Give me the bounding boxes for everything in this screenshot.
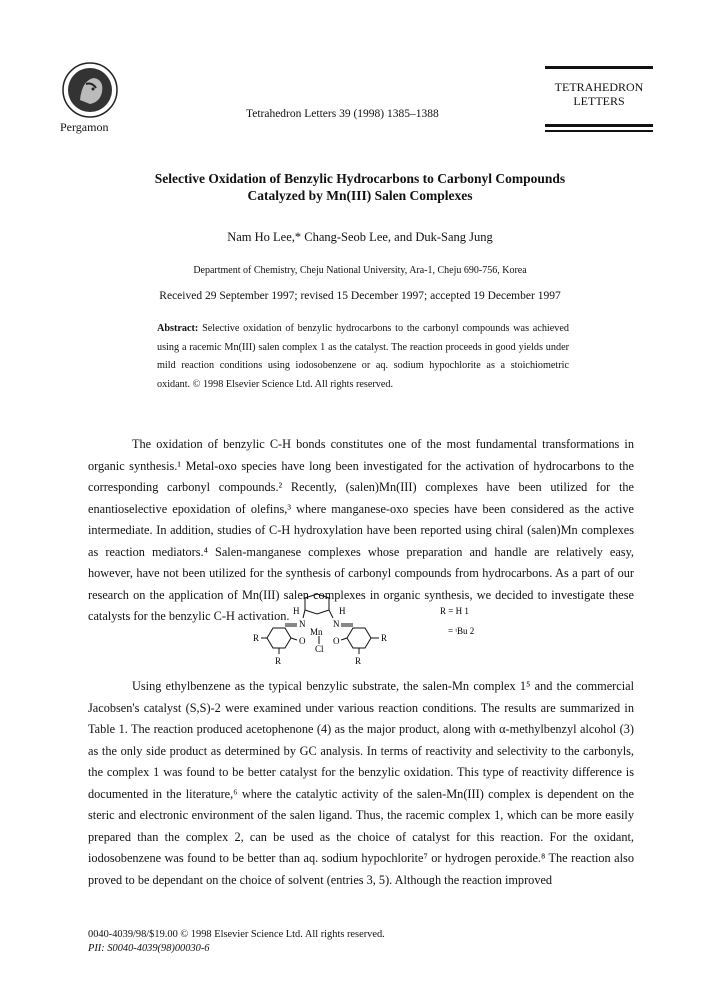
label-cl: Cl	[315, 644, 324, 654]
benzene-right	[347, 628, 371, 648]
paragraph-2-text: Using ethylbenzene as the typical benzylic substrate, the salen-Mn complex 1⁵ and the commercial Jacobsen's catalyst (S,S)-2 were examined under various reaction conditions. The results are summarized in Table 1. The reaction produced acetophenone (4) as the major product, along with α-methylbenzyl alcohol (3) as the only side product as determined by GC analysis. In terms of reactivity and selectivity to the carbonyls, the complex 1 was found to be better catalyst for the benzylic oxidation. This type of reactivity difference is documented in the literature,⁶ where the catalytic activity of the salen-Mn(III) complex is dependent on the steric and electronic environment of the salen ligand. Thus, the racemic complex 1, which can be more easily prepared than the complex 2, can be used as the choice of catalyst for this reaction. For the oxidant, iodosobenzene was found to be better than aq. sodium hypochlorite⁷ or hydrogen peroxide.⁸ The reaction also proved to be dependant on the choice of solvent (entries 3, 5). Although the reaction improved	[88, 679, 634, 887]
body-paragraph-2	[88, 676, 634, 891]
article-title	[60, 170, 660, 204]
label-r-bottom-right: R	[355, 656, 362, 666]
legend-2: = ᵗBu 2	[448, 626, 475, 636]
article-title-line2: Catalyzed by Mn(III) Salen Complexes	[247, 188, 473, 203]
benzene-left	[267, 628, 291, 648]
journal-name-line2: LETTERS	[573, 94, 625, 108]
label-n-right: N	[333, 619, 340, 629]
label-h-right: H	[339, 606, 346, 616]
publisher-name: Pergamon	[60, 120, 109, 134]
journal-name-line1: TETRAHEDRON	[554, 80, 644, 94]
journal-name	[545, 80, 653, 108]
label-h-left: H	[293, 606, 300, 616]
label-r-right: R	[381, 633, 388, 643]
paragraph-1-text: The oxidation of benzylic C-H bonds constitutes one of the most fundamental transformations in organic synthesis.¹ Metal-oxo species have long been investigated for the activation of hydrocarbons to the corresponding carbonyl compounds.² Recently, (salen)Mn(III) complexes have been utilized for the enantioselective epoxidation of olefins,³ where manganese-oxo species have been considered as the active intermediate. In addition, studies of C-H hydroxylation have been reported using chiral (salen)Mn complexes as reaction mediators.⁴ Salen-manganese complexes whose preparation and handle are relatively easy, however, have not been utilized for the synthesis of carbonyl compounds from hydrocarbons. As a part of our research on the application of Mn(III) salen complexes in organic synthesis, we decided to investigate these catalysts for the benzylic C-H activation.	[88, 437, 634, 623]
label-n-left: N	[299, 619, 306, 629]
footer	[88, 928, 385, 956]
journal-rule-top	[545, 66, 653, 69]
journal-rule-bottom	[545, 124, 653, 127]
label-o-left: O	[299, 636, 306, 646]
abstract	[157, 320, 569, 394]
label-o-right: O	[333, 636, 340, 646]
affiliation: Department of Chemistry, Cheju National University, Ara-1, Cheju 690-756, Korea	[193, 265, 527, 276]
received-dates: Received 29 September 1997; revised 15 December 1997; accepted 19 December 1997	[159, 290, 561, 302]
salen-complex-figure	[255, 594, 525, 666]
journal-rule-bottom-2	[545, 130, 653, 132]
label-r-bottom-left: R	[275, 656, 282, 666]
journal-citation: Tetrahedron Letters 39 (1998) 1385–1388	[246, 108, 439, 120]
publisher-logo-icon	[62, 62, 118, 118]
footer-copyright: 0040-4039/98/$19.00 © 1998 Elsevier Science Ltd. All rights reserved.	[88, 929, 385, 940]
abstract-label: Abstract:	[157, 323, 199, 334]
label-mn: Mn	[310, 627, 323, 637]
authors: Nam Ho Lee,* Chang-Seob Lee, and Duk-Sang Jung	[227, 230, 493, 244]
cyclohexane-ring	[305, 594, 329, 614]
label-r-left: R	[253, 633, 260, 643]
abstract-text: Selective oxidation of benzylic hydrocarbons to the carbonyl compounds was achieved using a racemic Mn(III) salen complex 1 as the catalyst. The reaction proceeds in good yields under mild reaction conditions using iodosobenzene or aq. sodium hypochlorite as a stoichiometric oxidant. © 1998 Elsevier Science Ltd. All rights reserved.	[157, 323, 569, 390]
footer-pii: PII: S0040-4039(98)00030-6	[88, 943, 210, 954]
legend-1: R = H 1	[440, 606, 469, 616]
article-title-line1: Selective Oxidation of Benzylic Hydrocarbons to Carbonyl Compounds	[154, 171, 566, 186]
